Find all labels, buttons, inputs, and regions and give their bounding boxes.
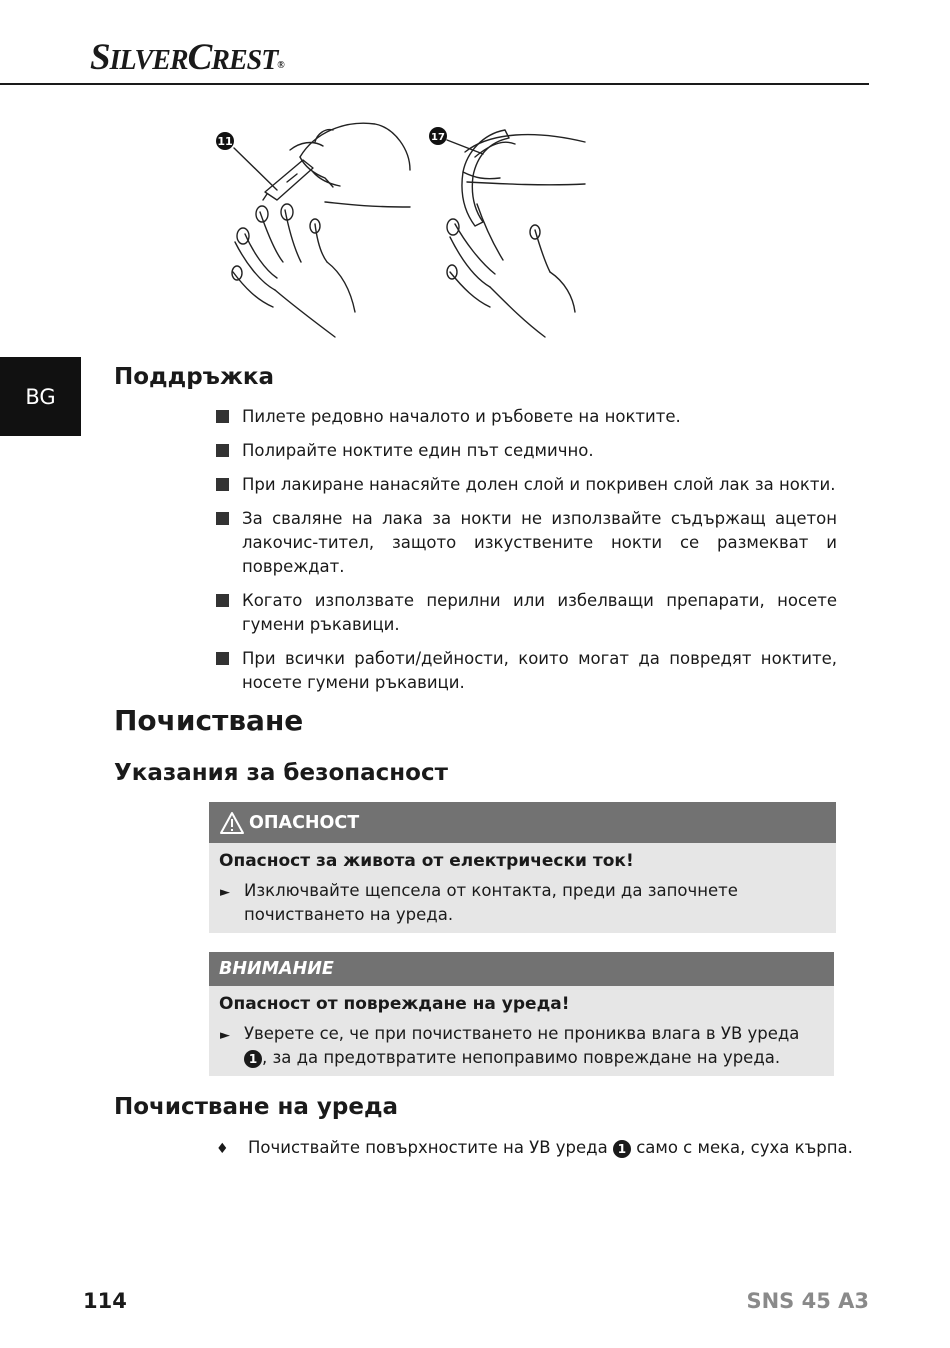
list-item: Пилете редовно началото и ръбовете на ноктите. [216, 405, 837, 429]
danger-box [209, 802, 836, 933]
list-item: Когато използвате перилни или избелващи препарати, носете гумени ръкавици. [216, 589, 837, 637]
model-number: SNS 45 A3 [746, 1289, 869, 1313]
page-number: 114 [83, 1289, 127, 1313]
device-cleaning-item: ♦ Почиствайте повърхностите на УВ уреда 1 само с мека, суха кърпа. [216, 1136, 853, 1161]
list-item: За сваляне на лака за нокти не използвайте съдържащ ацетон лакочис-тител, защото изкуствените нокти се размекват и повреждат. [216, 507, 837, 579]
square-bullet-icon [216, 410, 229, 423]
part-number-badge: 1 [244, 1050, 262, 1068]
square-bullet-icon [216, 512, 229, 525]
callout-11: 11 [217, 135, 233, 148]
square-bullet-icon [216, 444, 229, 457]
maintenance-list [216, 405, 837, 705]
attention-label: ВНИМАНИЕ [219, 959, 334, 979]
danger-instruction: ► Изключвайте щепсела от контакта, преди да започнете почистването на уреда. [220, 881, 738, 924]
danger-subtitle: Опасност за живота от електрически ток! [219, 851, 634, 871]
arrow-bullet-icon: ► [220, 885, 230, 900]
square-bullet-icon [216, 594, 229, 607]
nail-filing-illustration [205, 112, 605, 344]
safety-heading: Указания за безопасност [114, 760, 448, 786]
square-bullet-icon [216, 478, 229, 491]
attention-instruction: ► Уверете се, че при почистването не прониква влага в УВ уреда 1 , за да предотвратите непоправимо повреждане на уреда. [220, 1024, 800, 1067]
list-item: При всички работи/дейности, които могат да повредят ноктите, носете гумени ръкавици. [216, 647, 837, 695]
maintenance-heading: Поддръжка [114, 364, 274, 390]
attention-box [209, 952, 834, 1076]
attention-header [209, 952, 834, 986]
warning-triangle-icon [219, 811, 245, 835]
list-item: При лакиране нанасяйте долен слой и покривен слой лак за нокти. [216, 473, 837, 497]
silvercrest-logo: SILVERCREST® [90, 37, 284, 78]
arrow-bullet-icon: ► [220, 1028, 230, 1043]
callout-17: 17 [431, 132, 445, 143]
danger-header [209, 802, 836, 843]
language-tab: BG [0, 357, 81, 436]
diamond-bullet-icon: ♦ [216, 1141, 229, 1157]
cleaning-heading: Почистване [114, 704, 304, 737]
list-item: Полирайте ноктите един път седмично. [216, 439, 837, 463]
square-bullet-icon [216, 652, 229, 665]
danger-label: ОПАСНОСТ [249, 812, 360, 833]
part-number-badge: 1 [613, 1140, 631, 1158]
header-rule [0, 83, 869, 85]
device-cleaning-heading: Почистване на уреда [114, 1094, 399, 1120]
attention-subtitle: Опасност от повреждане на уреда! [219, 994, 570, 1014]
